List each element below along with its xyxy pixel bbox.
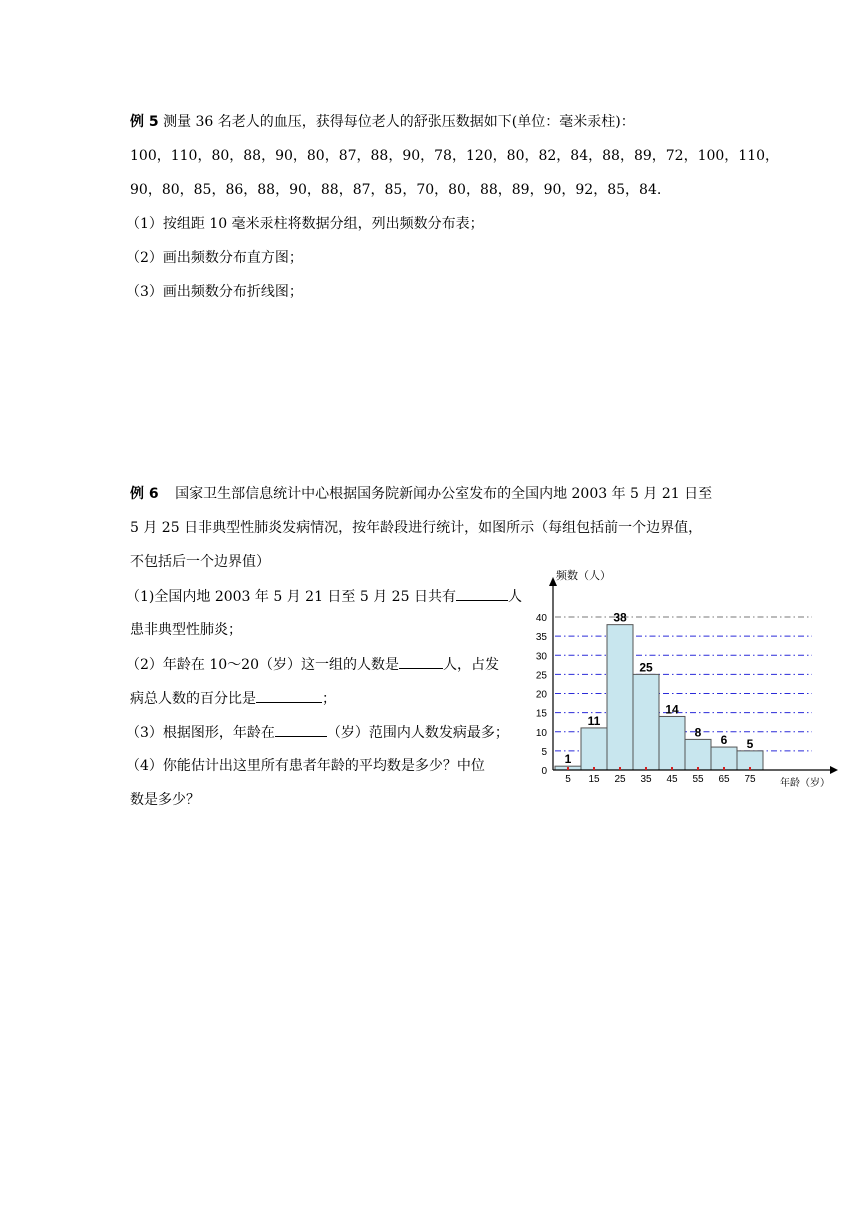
y-tick-label: 25 xyxy=(535,670,547,682)
histogram-bars xyxy=(555,625,763,770)
ex6-intro-line-2: 5 月 25 日非典型性肺炎发病情况，按年龄段进行统计，如图所示（每组包括前一个边界值， xyxy=(130,520,703,536)
ex6-question-4-cont: 数是多少？ xyxy=(130,792,200,808)
ex6-q1-text: （1)全国内地 2003 年 5 月 21 日至 5 月 25 日共有 xyxy=(126,589,456,605)
ex6-intro-line-1 xyxy=(130,484,712,504)
ex5-data-line-2: 90，80，85，86，88，90，88，87，85，70，80，88，89，90，92，85，84. xyxy=(130,182,662,198)
y-tick-label: 10 xyxy=(535,727,547,739)
x-tick-mark xyxy=(749,767,751,770)
ex5-intro: 测量 36 名老人的血压，获得每位老人的舒张压数据如下(单位：毫米汞柱)： xyxy=(163,114,635,130)
x-tick-label: 65 xyxy=(718,774,730,785)
ex5-data-line-1: 100，110，80，88，90，80，87，88，90，78，120，80，82，84，88，89，72，100，110， xyxy=(130,148,780,164)
y-axis-label: 频数（人） xyxy=(556,570,611,582)
x-tick-mark xyxy=(723,767,725,770)
y-tick-label: 40 xyxy=(535,613,547,624)
ex6-q3-end: （岁）范围内人数发病最多； xyxy=(326,725,509,741)
histogram-bar xyxy=(659,716,685,770)
histogram-bar xyxy=(607,625,633,770)
histogram-bar xyxy=(685,739,711,770)
y-tick-label: 20 xyxy=(535,689,547,701)
answer-blank-4[interactable] xyxy=(275,722,327,737)
x-tick-mark xyxy=(619,767,621,770)
histogram-bar xyxy=(581,728,607,770)
y-tick-label: 35 xyxy=(535,632,547,644)
age-frequency-histogram xyxy=(530,562,840,792)
x-tick-mark xyxy=(671,767,673,770)
y-tick-label: 15 xyxy=(535,708,547,720)
x-tick-label: 75 xyxy=(744,774,756,785)
ex6-q3-text: （3）根据图形，年龄在 xyxy=(126,725,275,741)
x-tick-label: 45 xyxy=(666,774,678,785)
ex5-question-2: （2）画出频数分布直方图； xyxy=(126,250,303,266)
bar-data-label: 5 xyxy=(746,736,754,751)
ex6-question-1-cont: 患非典型性肺炎； xyxy=(130,622,242,638)
ex6-question-4: （4）你能估计出这里所有患者年龄的平均数是多少？中位 xyxy=(126,758,485,774)
y-tick-label: 5 xyxy=(541,746,547,758)
bar-data-label: 1 xyxy=(564,752,572,767)
ex6-intro-1: 国家卫生部信息统计中心根据国务院新闻办公室发布的全国内地 2003 年 5 月 21 日至 xyxy=(175,486,713,502)
ex6-label: 例 6 xyxy=(130,486,159,502)
x-axis-arrow-icon xyxy=(830,766,838,774)
ex6-q2-percent-text: 病总人数的百分比是 xyxy=(130,691,256,707)
histogram-bar xyxy=(633,674,659,770)
ex6-q2-end: ； xyxy=(322,691,336,707)
ex5-label: 例 5 xyxy=(130,114,159,130)
bar-data-label: 38 xyxy=(613,610,627,625)
ex6-intro-line-3: 不包括后一个边界值） xyxy=(130,554,270,570)
bar-data-label: 6 xyxy=(720,733,728,748)
ex6-q2-text: （2）年龄在 10～20（岁）这一组的人数是 xyxy=(126,657,399,673)
ex5-intro-line xyxy=(130,112,635,132)
x-tick-label: 55 xyxy=(692,774,704,785)
answer-blank-3[interactable] xyxy=(256,688,322,703)
x-axis-label: 年龄（岁） xyxy=(780,778,830,789)
x-tick-mark xyxy=(567,767,569,770)
histogram-bar xyxy=(711,747,737,770)
x-tick-label: 35 xyxy=(640,774,652,785)
ex5-question-3: （3）画出频数分布折线图； xyxy=(126,284,303,300)
ex6-question-3 xyxy=(126,722,509,743)
x-tick-mark xyxy=(645,767,647,770)
answer-blank-2[interactable] xyxy=(399,654,443,669)
ex6-question-2 xyxy=(126,654,499,675)
x-tick-mark xyxy=(593,767,595,770)
ex5-question-1: （1）按组距 10 毫米汞柱将数据分组，列出频数分布表； xyxy=(126,216,484,232)
bar-data-label: 14 xyxy=(665,702,679,717)
ex6-q2-unit: 人，占发 xyxy=(443,657,499,673)
y-tick-label: 30 xyxy=(535,651,547,663)
bar-data-label: 11 xyxy=(587,713,601,728)
ex6-q1-unit: 人 xyxy=(507,589,522,605)
x-tick-mark xyxy=(697,767,699,770)
ex6-question-2-cont xyxy=(130,688,336,709)
bar-data-label: 8 xyxy=(694,725,702,740)
answer-blank-1[interactable] xyxy=(456,586,508,601)
y-tick-label: 0 xyxy=(541,766,547,777)
x-tick-label: 5 xyxy=(565,774,571,785)
bar-data-label: 25 xyxy=(639,660,653,675)
x-tick-label: 25 xyxy=(614,774,626,785)
x-tick-label: 15 xyxy=(588,774,600,785)
ex6-question-1 xyxy=(126,586,522,607)
